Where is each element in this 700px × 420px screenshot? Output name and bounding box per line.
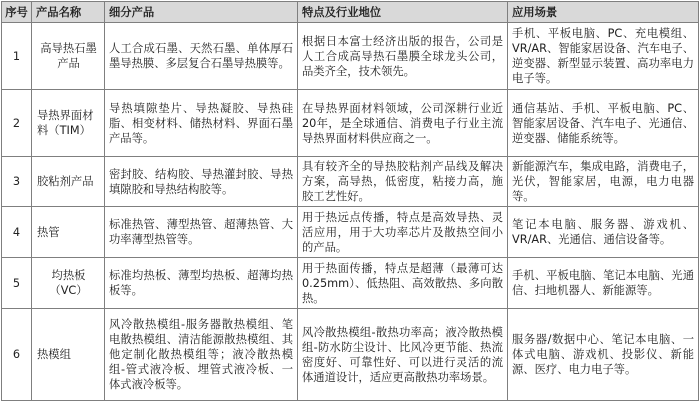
row-index: 3 <box>2 157 32 207</box>
row-application: 手机、平板电脑、PC、充电模组、VR/AR、智能家居设备、汽车电子、逆变器、新型显示装置、高功率电力电子等。 <box>508 23 699 90</box>
header-feature: 特点及行业地位 <box>298 2 508 23</box>
row-product-name: 导热界面材料（TIM） <box>32 90 105 157</box>
row-product-name: 热管 <box>32 207 105 258</box>
row-index: 6 <box>2 309 32 401</box>
row-feature: 用于热远点传播，特点是高效导热、灵活应用，用于大功率芯片及散热空间小的产品。 <box>298 207 508 258</box>
header-detail: 细分产品 <box>105 2 298 23</box>
row-detail: 标准热管、薄型热管、超薄热管、大功率薄型热管等。 <box>105 207 298 258</box>
row-feature: 用于热面传播，特点是超薄（最薄可达0.25mm）、低热阻、高效散热、多向散热。 <box>298 258 508 309</box>
product-table <box>1 1 699 401</box>
header-product-name: 产品名称 <box>32 2 105 23</box>
row-product-name: 高导热石墨产品 <box>32 23 105 90</box>
row-application: 服务器/数据中心、笔记本电脑、一体式电脑、游戏机、投影仪、新能源、医疗、电力电子等。 <box>508 309 699 401</box>
row-index: 5 <box>2 258 32 309</box>
table-row <box>2 23 699 90</box>
header-index: 序号 <box>2 2 32 23</box>
row-detail: 人工合成石墨、天然石墨、单体厚石墨导热膜、多层复合石墨导热膜等。 <box>105 23 298 90</box>
row-index: 2 <box>2 90 32 157</box>
table-header-row <box>2 2 699 23</box>
table-row <box>2 157 699 207</box>
row-product-name: 热模组 <box>32 309 105 401</box>
row-feature: 具有较齐全的导热胶粘剂产品线及解决方案，高导热，低密度，粘接力高，施胶工艺性好。 <box>298 157 508 207</box>
row-detail: 标准均热板、薄型均热板、超薄均热板等。 <box>105 258 298 309</box>
row-product-name: 均热板（VC） <box>32 258 105 309</box>
table-row <box>2 207 699 258</box>
row-feature: 风冷散热模组-散热功率高；液冷散热模组-防水防尘设计、比风冷更节能、热流密度好、可靠性好、可以进行灵活的流体通道设计，适应更高散热功率场景。 <box>298 309 508 401</box>
table-row <box>2 90 699 157</box>
header-application: 应用场景 <box>508 2 699 23</box>
row-application: 手机、平板电脑、笔记本电脑、光通信、扫地机器人、新能源等。 <box>508 258 699 309</box>
row-detail: 风冷散热模组-服务器散热模组、笔电散热模组、清洁能源散热模组、其他定制化散热模组等；液冷散热模组-管式液冷板、埋管式液冷板、一体式液冷板等。 <box>105 309 298 401</box>
row-product-name: 胶粘剂产品 <box>32 157 105 207</box>
table-row <box>2 309 699 401</box>
row-feature: 在导热界面材料领域，公司深耕行业近20年，是全球通信、消费电子行业主流导热界面材料供应商之一。 <box>298 90 508 157</box>
row-detail: 导热填隙垫片、导热凝胶、导热硅脂、相变材料、储热材料、界面石墨产品等。 <box>105 90 298 157</box>
row-index: 4 <box>2 207 32 258</box>
table-row <box>2 258 699 309</box>
row-detail: 密封胶、结构胶、导热灌封胶、导热填隙胶和导热结构胶等。 <box>105 157 298 207</box>
row-application: 笔记本电脑、服务器、游戏机、VR/AR、光通信、通信设备等。 <box>508 207 699 258</box>
row-application: 新能源汽车，集成电路，消费电子，光伏，智能家居，电源，电力电器等。 <box>508 157 699 207</box>
row-feature: 根据日本富士经济出版的报告，公司是人工合成高导热石墨膜全球龙头公司，品类齐全，技术领先。 <box>298 23 508 90</box>
row-application: 通信基站、手机、平板电脑、PC、智能家居设备、汽车电子、光通信、逆变器、储能系统等。 <box>508 90 699 157</box>
row-index: 1 <box>2 23 32 90</box>
